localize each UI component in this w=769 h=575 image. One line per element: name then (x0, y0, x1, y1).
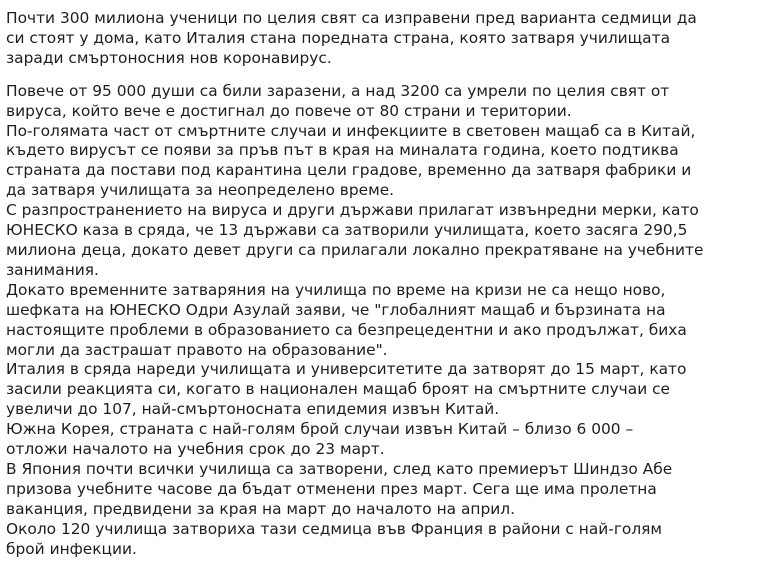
text-line: Южна Корея, страната с най-голям брой случаи извън Китай – близо 6 000 – (6, 420, 634, 439)
text-line: страната да постави под карантина цели градове, временно да затваря фабрики и (6, 161, 692, 180)
text-line: ЮНЕСКО каза в сряда, че 13 държави са затворили училищата, което засяга 290,5 (6, 221, 688, 240)
text-line: ваканция, предвидени за края на март до началото на април. (6, 499, 515, 518)
intro-paragraph (6, 9, 766, 69)
text-line: Почти 300 милиона ученици по целия свят са изправени пред варианта седмици да (6, 9, 697, 27)
text-line: С разпространението на вируса и други държави прилагат извънредни мерки, като (6, 201, 699, 220)
text-line: милиона деца, докато девет други са прилагали локално прекратяване на учебните (6, 240, 704, 259)
text-line: увеличи до 107, най-смъртоносната епидемия извън Китай. (6, 400, 500, 419)
text-line: където вирусът се появи за пръв път в края на миналата година, което подтиква (6, 141, 679, 160)
text-line: брой инфекции. (6, 539, 137, 558)
text-line: призова учебните часове да бъдат отменени през март. Сега ще има пролетна (6, 479, 657, 498)
text-line: занимания. (6, 260, 99, 279)
text-line: могли да застрашат правото на образование". (6, 340, 388, 359)
text-line: Повече от 95 000 души са били заразени, а над 3200 са умрели по целия свят от (6, 81, 670, 100)
article-body (6, 9, 766, 559)
text-line: Докато временните затваряния на училища по време на кризи не са нещо ново, (6, 280, 666, 299)
text-line: настоящите проблеми в образованието са безпрецедентни и ако продължат, биха (6, 320, 687, 339)
text-line: отложи началото на учебния срок до 23 март. (6, 440, 385, 459)
text-line: засили реакцията си, когато в национален мащаб броят на смъртните случаи се (6, 380, 671, 399)
body-paragraph (6, 82, 766, 560)
text-line: вируса, който вече е достигнал до повече от 80 страни и територии. (6, 101, 572, 120)
text-line: заради смъртоносния нов коронавирус. (6, 48, 332, 67)
text-line: По-голямата част от смъртните случаи и инфекциите в световен мащаб са в Китай, (6, 121, 696, 140)
text-line: да затваря училищата за неопределено време. (6, 181, 395, 200)
text-line: Италия в сряда нареди училищата и университетите да затворят до 15 март, като (6, 360, 687, 379)
text-line: В Япония почти всички училища са затворени, след като премиерът Шиндзо Абе (6, 459, 673, 478)
text-line: Около 120 училища затвориха тази седмица във Франция в райони с най-голям (6, 519, 663, 538)
text-line: си стоят у дома, като Италия стана поредната страна, която затваря училищата (6, 28, 671, 47)
text-line: шефката на ЮНЕСКО Одри Азулай заяви, че "глобалният мащаб и бързината на (6, 300, 666, 319)
